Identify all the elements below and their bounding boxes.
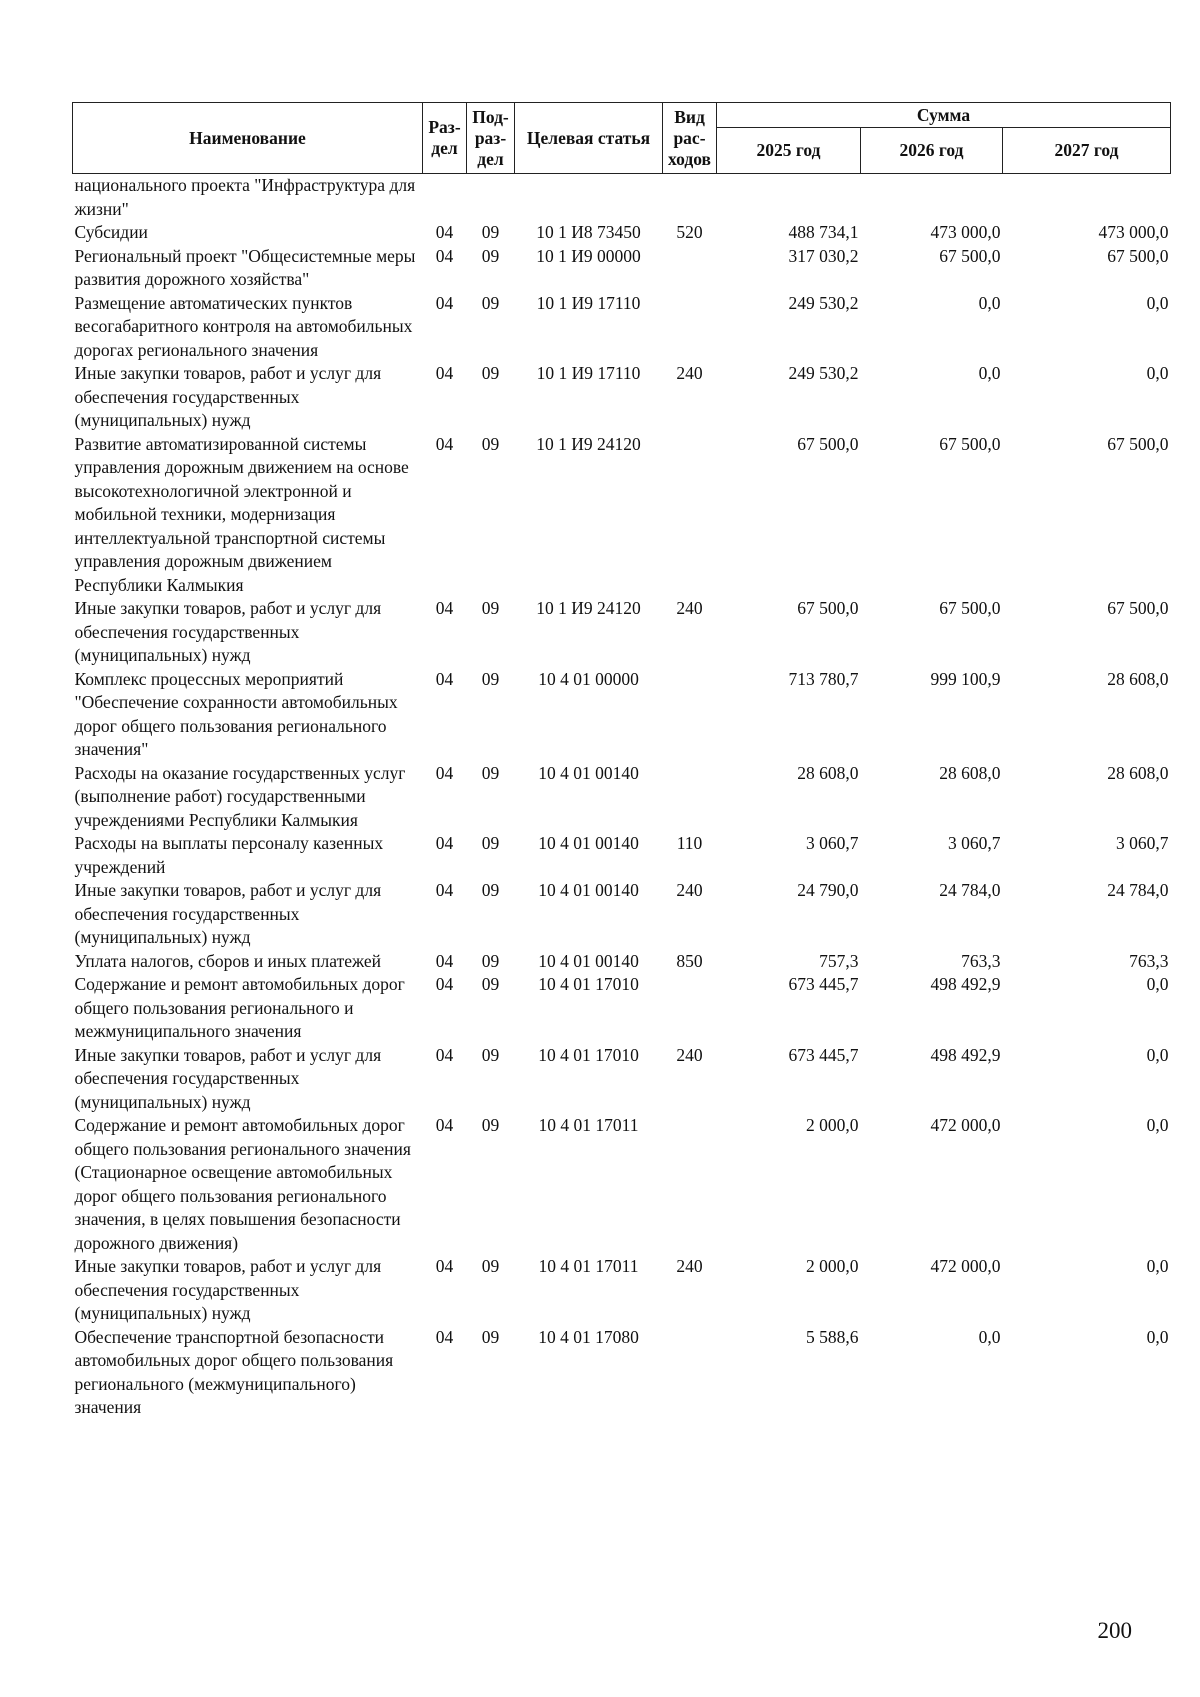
cell-2025: 67 500,0 — [797, 598, 859, 618]
cell-vid — [663, 668, 717, 762]
cell-tselevaya: 10 4 01 17011 — [538, 1256, 639, 1276]
cell-vid — [663, 1114, 717, 1255]
cell-2026: 28 608,0 — [939, 762, 1001, 783]
cell-name: Комплекс процессных мероприятий "Обеспечение сохранности автомобильных дорог общего пользования регионального значения" — [74, 668, 398, 759]
cell-vid: 240 — [676, 880, 703, 900]
cell-2026: 0,0 — [978, 292, 1001, 313]
cell-podrazdel: 09 — [481, 880, 500, 900]
cell-2027: 0,0 — [1146, 292, 1169, 313]
cell-2027: 763,3 — [1129, 950, 1169, 971]
cell-2025: 67 500,0 — [797, 433, 859, 454]
cell-2027: 67 500,0 — [1107, 433, 1169, 454]
table-header — [73, 103, 1171, 174]
cell-2026: 67 500,0 — [939, 245, 1001, 266]
table-row — [73, 1255, 1171, 1326]
header-summa: Сумма — [717, 103, 1171, 128]
cell-2025: 488 734,1 — [788, 222, 859, 242]
cell-vid: 110 — [676, 833, 703, 853]
header-2025: 2025 год — [717, 128, 861, 174]
cell-name: Расходы на оказание государственных услуг (выполнение работ) государственными учреждениями Республики Калмыкия — [74, 762, 406, 830]
cell-podrazdel — [467, 174, 515, 222]
cell-2025 — [717, 174, 861, 222]
cell-tselevaya: 10 4 01 00140 — [538, 833, 639, 853]
cell-razdel: 04 — [435, 1044, 454, 1065]
cell-2025: 713 780,7 — [788, 668, 859, 689]
cell-razdel: 04 — [435, 1115, 454, 1135]
cell-name: Иные закупки товаров, работ и услуг для обеспечения государственных (муниципальных) нужд — [74, 1044, 382, 1112]
cell-2026: 472 000,0 — [930, 1115, 1001, 1135]
cell-2025: 2 000,0 — [806, 1256, 859, 1276]
cell-2027: 3 060,7 — [1116, 833, 1169, 853]
table-row — [73, 668, 1171, 762]
cell-podrazdel: 09 — [481, 598, 500, 618]
cell-2027: 0,0 — [1146, 363, 1169, 383]
cell-podrazdel: 09 — [481, 1044, 500, 1065]
table-row — [73, 433, 1171, 598]
cell-podrazdel: 09 — [481, 245, 500, 266]
budget-table — [72, 102, 1171, 1420]
table-row — [73, 950, 1171, 974]
cell-name: Иные закупки товаров, работ и услуг для обеспечения государственных (муниципальных) нужд — [74, 363, 382, 430]
cell-vid: 240 — [676, 1044, 703, 1065]
cell-2025: 2 000,0 — [806, 1115, 859, 1135]
cell-podrazdel: 09 — [481, 1326, 500, 1347]
cell-razdel: 04 — [435, 950, 454, 971]
table-row — [73, 174, 1171, 222]
cell-2027: 0,0 — [1146, 1115, 1169, 1135]
cell-2027: 24 784,0 — [1107, 880, 1169, 900]
header-podrazdel: Под-раз-дел — [467, 103, 515, 174]
cell-2025: 673 445,7 — [788, 1044, 859, 1065]
cell-razdel: 04 — [435, 762, 454, 783]
cell-razdel: 04 — [435, 1256, 454, 1276]
cell-tselevaya: 10 1 И9 17110 — [536, 292, 641, 313]
cell-vid — [663, 1326, 717, 1420]
cell-razdel: 04 — [435, 363, 454, 383]
cell-name: Содержание и ремонт автомобильных дорог общего пользования регионального значения (Стационарное освещение автомобильных дорог общего пользования регионального значения, в целях повышения безопасности дорожного движения) — [74, 1115, 411, 1253]
cell-vid: 850 — [676, 950, 703, 971]
cell-2026: 473 000,0 — [930, 222, 1001, 242]
cell-name: Содержание и ремонт автомобильных дорог общего пользования регионального и межмуниципального значения — [74, 974, 405, 1041]
cell-name: Иные закупки товаров, работ и услуг для обеспечения государственных (муниципальных) нужд — [74, 598, 382, 665]
cell-2027: 0,0 — [1146, 1044, 1169, 1065]
cell-2025: 673 445,7 — [788, 974, 859, 994]
cell-2027: 0,0 — [1146, 1326, 1169, 1347]
cell-2025: 3 060,7 — [806, 833, 859, 853]
cell-razdel: 04 — [435, 433, 454, 454]
cell-tselevaya: 10 1 И9 24120 — [536, 433, 641, 454]
cell-2026: 498 492,9 — [930, 1044, 1001, 1065]
cell-2026: 67 500,0 — [939, 433, 1001, 454]
header-tselevaya: Целевая статья — [515, 103, 663, 174]
cell-tselevaya: 10 4 01 17011 — [538, 1115, 639, 1135]
table-row — [73, 832, 1171, 879]
table-row — [73, 292, 1171, 363]
cell-name: национального проекта "Инфраструктура для жизни" — [74, 175, 416, 219]
cell-name: Обеспечение транспортной безопасности автомобильных дорог общего пользования регионального (межмуниципального) значения — [74, 1326, 394, 1417]
cell-vid — [663, 245, 717, 292]
cell-razdel: 04 — [435, 833, 454, 853]
table-row — [73, 1044, 1171, 1115]
cell-2026: 24 784,0 — [939, 880, 1001, 900]
cell-name: Расходы на выплаты персоналу казенных учреждений — [74, 833, 384, 877]
cell-vid — [663, 174, 717, 222]
cell-name: Иные закупки товаров, работ и услуг для обеспечения государственных (муниципальных) нужд — [74, 880, 382, 947]
table-row — [73, 879, 1171, 950]
table-row — [73, 597, 1171, 668]
cell-2025: 24 790,0 — [797, 880, 859, 900]
cell-podrazdel: 09 — [481, 433, 500, 454]
cell-tselevaya: 10 4 01 00000 — [538, 668, 639, 689]
cell-tselevaya: 10 4 01 00140 — [538, 950, 639, 971]
cell-tselevaya: 10 1 И8 73450 — [536, 222, 641, 242]
header-2026: 2026 год — [861, 128, 1003, 174]
cell-tselevaya: 10 4 01 17010 — [538, 974, 639, 994]
cell-2026: 763,3 — [961, 950, 1001, 971]
cell-razdel — [423, 174, 467, 222]
cell-razdel: 04 — [435, 222, 454, 242]
table-row — [73, 973, 1171, 1044]
cell-2026: 0,0 — [978, 1326, 1001, 1347]
cell-razdel: 04 — [435, 245, 454, 266]
cell-podrazdel: 09 — [481, 762, 500, 783]
table-row — [73, 1114, 1171, 1255]
table-row — [73, 245, 1171, 292]
cell-vid: 240 — [676, 1256, 703, 1276]
cell-tselevaya: 10 1 И9 17110 — [536, 363, 641, 383]
header-razdel: Раз-дел — [423, 103, 467, 174]
cell-2027: 0,0 — [1146, 974, 1169, 994]
cell-2026: 999 100,9 — [930, 668, 1001, 689]
table-row — [73, 1326, 1171, 1420]
cell-2025: 249 530,2 — [788, 363, 859, 383]
table-body — [73, 174, 1171, 1420]
cell-razdel: 04 — [435, 292, 454, 313]
cell-tselevaya: 10 1 И9 24120 — [536, 598, 641, 618]
cell-2025: 5 588,6 — [806, 1326, 859, 1347]
cell-podrazdel: 09 — [481, 833, 500, 853]
cell-tselevaya: 10 4 01 17080 — [538, 1326, 639, 1347]
cell-name: Уплата налогов, сборов и иных платежей — [74, 950, 381, 971]
cell-name: Развитие автоматизированной системы управления дорожным движением на основе высокотехнологичной электронной и мобильной техники, модернизация интеллектуальной транспортной системы управления дорожным движением Республики Калмыкия — [74, 433, 409, 595]
cell-2027 — [1003, 174, 1171, 222]
table-row — [73, 221, 1171, 245]
cell-vid — [663, 292, 717, 363]
cell-tselevaya: 10 4 01 00140 — [538, 762, 639, 783]
cell-name: Размещение автоматических пунктов весогабаритного контроля на автомобильных дорогах регионального значения — [74, 292, 413, 360]
cell-2027: 0,0 — [1146, 1256, 1169, 1276]
table-row — [73, 762, 1171, 833]
cell-2026: 3 060,7 — [948, 833, 1001, 853]
cell-razdel: 04 — [435, 1326, 454, 1347]
cell-2026: 498 492,9 — [930, 974, 1001, 994]
cell-podrazdel: 09 — [481, 292, 500, 313]
cell-razdel: 04 — [435, 974, 454, 994]
cell-2025: 757,3 — [819, 950, 859, 971]
cell-tselevaya: 10 4 01 17010 — [538, 1044, 639, 1065]
cell-podrazdel: 09 — [481, 363, 500, 383]
cell-podrazdel: 09 — [481, 1256, 500, 1276]
cell-2027: 67 500,0 — [1107, 245, 1169, 266]
header-name: Наименование — [73, 103, 423, 174]
cell-podrazdel: 09 — [481, 950, 500, 971]
cell-tselevaya — [515, 174, 663, 222]
cell-name: Региональный проект "Общесистемные меры развития дорожного хозяйства" — [74, 245, 416, 289]
cell-vid — [663, 762, 717, 833]
cell-2027: 28 608,0 — [1107, 668, 1169, 689]
cell-2025: 249 530,2 — [788, 292, 859, 313]
cell-razdel: 04 — [435, 880, 454, 900]
cell-2026: 472 000,0 — [930, 1256, 1001, 1276]
header-vid: Вид рас-ходов — [663, 103, 717, 174]
cell-podrazdel: 09 — [481, 1115, 500, 1135]
cell-2025: 317 030,2 — [788, 245, 859, 266]
cell-vid — [663, 973, 717, 1044]
page-number: 200 — [1097, 1618, 1132, 1643]
header-2027: 2027 год — [1003, 128, 1171, 174]
cell-2026 — [861, 174, 1003, 222]
cell-vid: 520 — [676, 222, 703, 242]
cell-razdel: 04 — [435, 668, 454, 689]
cell-razdel: 04 — [435, 598, 454, 618]
cell-vid: 240 — [676, 363, 703, 383]
cell-vid: 240 — [676, 598, 703, 618]
cell-podrazdel: 09 — [481, 974, 500, 994]
cell-vid — [663, 433, 717, 598]
cell-2025: 28 608,0 — [797, 762, 859, 783]
cell-podrazdel: 09 — [481, 668, 500, 689]
cell-2026: 0,0 — [978, 363, 1001, 383]
cell-tselevaya: 10 4 01 00140 — [538, 880, 639, 900]
cell-2027: 28 608,0 — [1107, 762, 1169, 783]
cell-podrazdel: 09 — [481, 222, 500, 242]
cell-2027: 67 500,0 — [1107, 598, 1169, 618]
table-row — [73, 362, 1171, 433]
cell-name: Субсидии — [74, 222, 148, 242]
cell-2026: 67 500,0 — [939, 598, 1001, 618]
cell-name: Иные закупки товаров, работ и услуг для обеспечения государственных (муниципальных) нужд — [74, 1256, 382, 1323]
cell-tselevaya: 10 1 И9 00000 — [536, 245, 641, 266]
cell-2027: 473 000,0 — [1098, 222, 1169, 242]
